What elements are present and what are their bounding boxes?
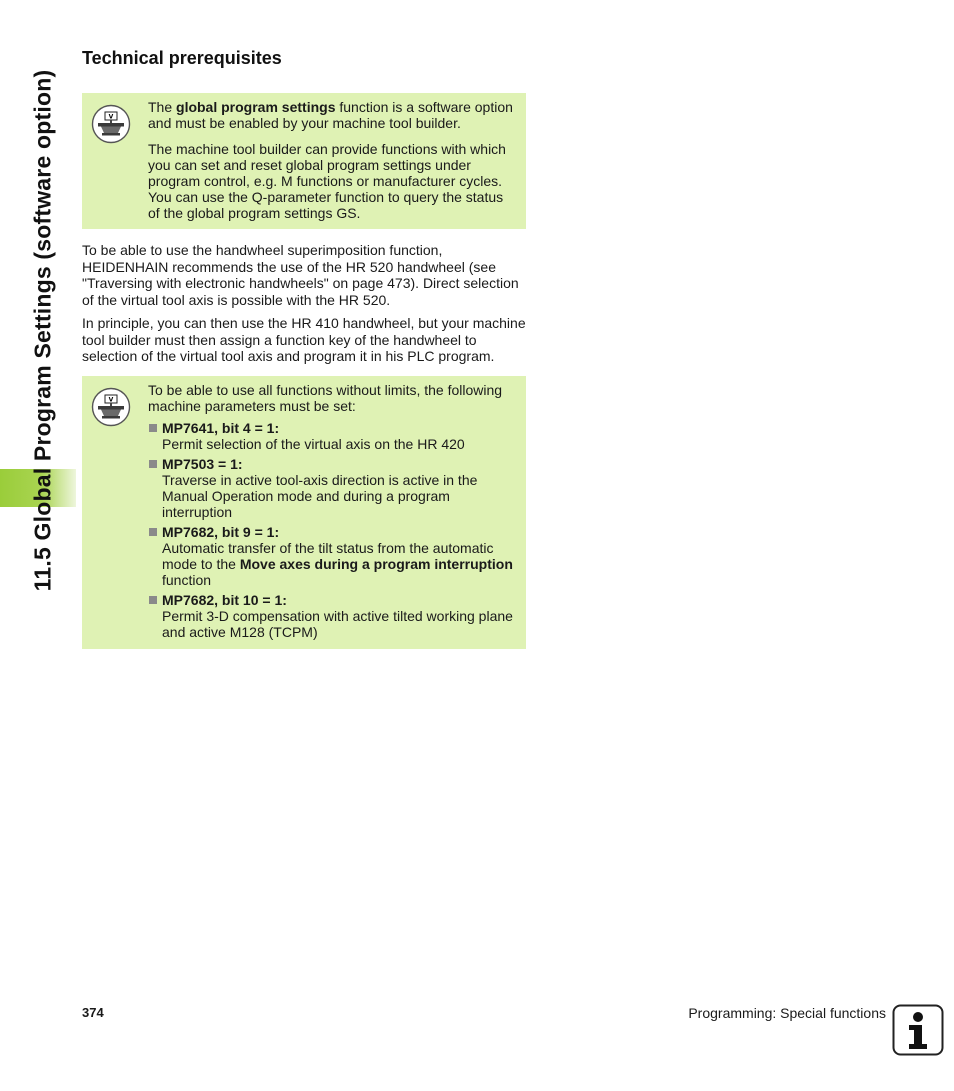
page-number: 374 xyxy=(82,1005,104,1020)
svg-text:V: V xyxy=(108,396,114,404)
machine-icon xyxy=(91,387,131,427)
note1-paragraph-2: The machine tool builder can provide functions with which you can set and reset global program settings under program control, e.g. M functions or manufacturer cycles. You can use the Q-parameter function to query the status of the global program settings GS. xyxy=(148,141,506,221)
body-paragraph-2: In principle, you can then use the HR 410 handwheel, but your machine tool builder must then assign a function key of the handwheel to selection of the virtual tool axis and program it in his PLC program. xyxy=(82,315,526,364)
section-heading: Technical prerequisites xyxy=(82,48,282,68)
info-icon xyxy=(892,1004,944,1056)
footer-chapter-label: Programming: Special functions xyxy=(688,1005,886,1021)
machine-note-1 xyxy=(82,93,526,229)
machine-note-2 xyxy=(82,376,526,649)
machine-icon xyxy=(91,104,131,144)
side-title-text: 11.5 Global Program Settings (software option) xyxy=(29,69,56,591)
list-item: MP7682, bit 9 = 1: Automatic transfer of the tilt status from the automatic mode to the Move axes during a program interruption function xyxy=(148,524,516,588)
note2-intro: To be able to use all functions without limits, the following machine parameters must be set: xyxy=(148,382,503,414)
body-paragraph-1: To be able to use the handwheel superimposition function, HEIDENHAIN recommends the use of the HR 520 handwheel (see "Traversing with electronic handwheels" on page 473). Direct selection of the virtual tool axis is possible with the HR 520. xyxy=(82,242,519,308)
note1-paragraph-1: The global program settings function is a software option and must be enabled by your machine tool builder. xyxy=(148,99,513,131)
list-item: MP7503 = 1: Traverse in active tool-axis direction is active in the Manual Operation mode and during a program interruption xyxy=(148,456,516,520)
machine-parameter-list xyxy=(148,420,516,640)
svg-text:V: V xyxy=(108,113,114,121)
list-item: MP7682, bit 10 = 1: Permit 3-D compensation with active tilted working plane and active M128 (TCPM) xyxy=(148,592,516,640)
list-item: MP7641, bit 4 = 1: Permit selection of the virtual axis on the HR 420 xyxy=(148,420,516,452)
chapter-side-title xyxy=(26,32,60,628)
